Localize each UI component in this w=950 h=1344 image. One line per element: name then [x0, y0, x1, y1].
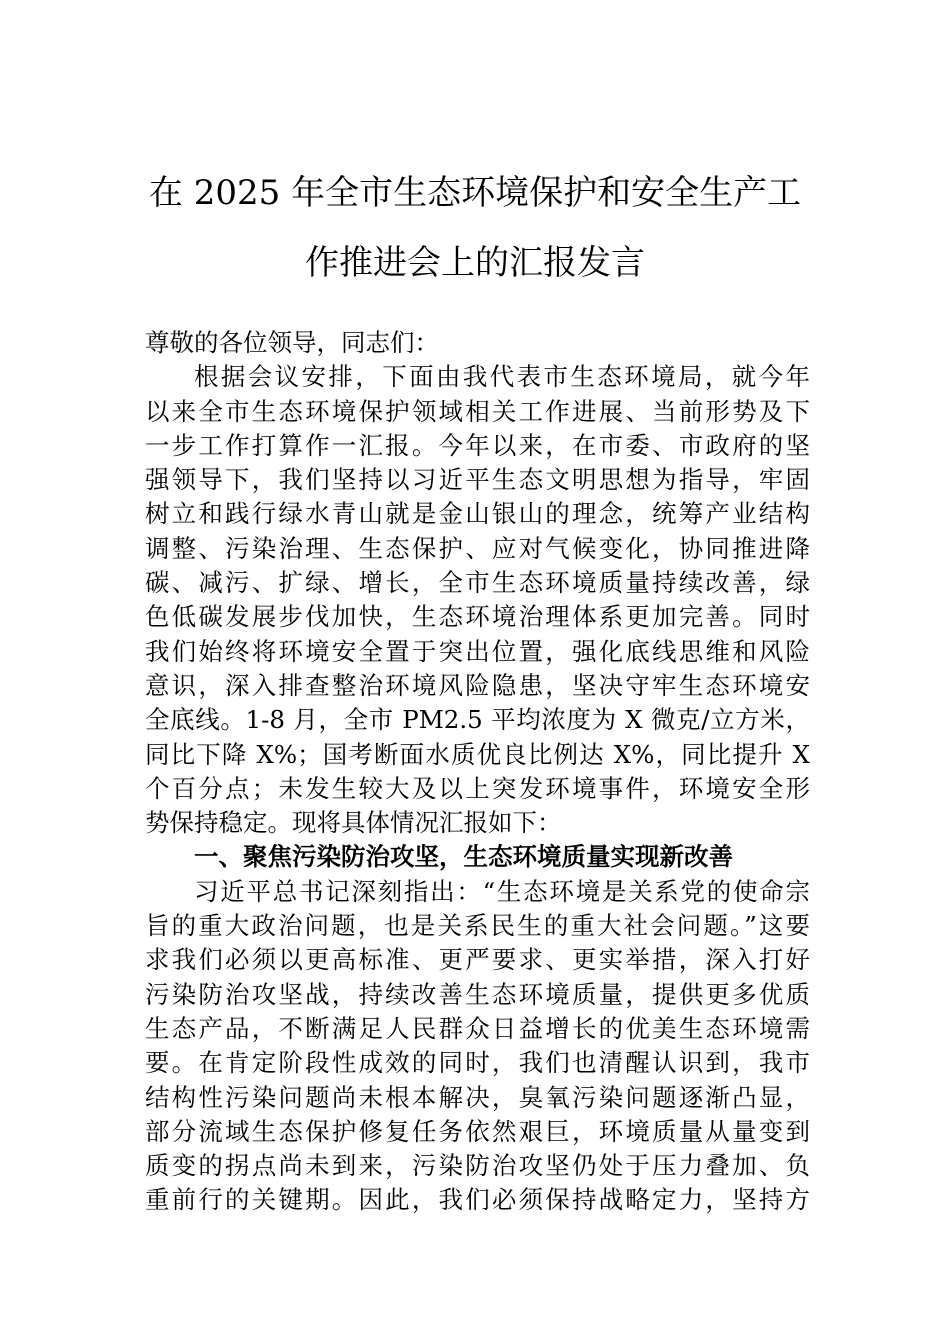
paragraph-line: 结构性污染问题尚未根本解决，臭氧污染问题逐渐凸显， — [145, 1082, 810, 1112]
paragraph-line: 部分流域生态保护修复任务依然艰巨，环境质量从量变到 — [145, 1116, 810, 1146]
document-title — [120, 158, 830, 298]
paragraph-line: 习近平总书记深刻指出：“生态环境是关系党的使命宗 — [194, 876, 810, 906]
paragraph-line: 碳、减污、扩绿、增长，全市生态环境质量持续改善，绿 — [145, 568, 810, 598]
paragraph-line: 我们始终将环境安全置于突出位置，强化底线思维和风险 — [145, 636, 810, 666]
paragraph-line: 色低碳发展步伐加快，生态环境治理体系更加完善。同时 — [145, 602, 810, 632]
paragraph-line: 调整、污染治理、生态保护、应对气候变化，协同推进降 — [145, 533, 810, 563]
paragraph-line: 要。在肯定阶段性成效的同时，我们也清醒认识到，我市 — [145, 1048, 810, 1078]
paragraph-line: 根据会议安排，下面由我代表市生态环境局，就今年 — [194, 362, 810, 392]
paragraph-line: 重前行的关键期。因此，我们必须保持战略定力，坚持方 — [145, 1185, 810, 1215]
title-line-2: 作推进会上的汇报发言 — [305, 243, 645, 283]
paragraph-1 — [145, 360, 810, 840]
paragraph-line: 求我们必须以更高标准、更严要求、更实举措，深入打好 — [145, 945, 810, 975]
paragraph-line: 全底线。1-8 月，全市 PM2.5 平均浓度为 X 微克/立方米， — [145, 705, 810, 735]
title-line-1: 在 2025 年全市生态环境保护和安全生产工 — [148, 173, 802, 213]
paragraph-line: 个百分点；未发生较大及以上突发环境事件，环境安全形 — [145, 773, 810, 803]
paragraph-line: 势保持稳定。现将具体情况汇报如下： — [145, 808, 562, 838]
section-heading-1: 一、聚焦污染防治攻坚，生态环境质量实现新改善 — [194, 842, 733, 872]
paragraph-line: 强领导下，我们坚持以习近平生态文明思想为指导，牢固 — [145, 465, 810, 495]
paragraph-line: 以来全市生态环境保护领域相关工作进展、当前形势及下 — [145, 396, 810, 426]
document-body — [145, 326, 810, 1218]
salutation: 尊敬的各位领导，同志们： — [145, 328, 439, 357]
paragraph-line: 树立和践行绿水青山就是金山银山的理念，统筹产业结构 — [145, 499, 810, 529]
paragraph-line: 质变的拐点尚未到来，污染防治攻坚仍处于压力叠加、负 — [145, 1151, 810, 1181]
paragraph-2 — [145, 875, 810, 1218]
paragraph-line: 旨的重大政治问题，也是关系民生的重大社会问题。”这要 — [145, 911, 810, 941]
paragraph-line: 污染防治攻坚战，持续改善生态环境质量，提供更多优质 — [145, 979, 810, 1009]
paragraph-line: 意识，深入排查整治环境风险隐患，坚决守牢生态环境安 — [145, 670, 810, 700]
paragraph-line: 一步工作打算作一汇报。今年以来，在市委、市政府的坚 — [145, 430, 810, 460]
paragraph-line: 同比下降 X%；国考断面水质优良比例达 X%，同比提升 X — [145, 739, 810, 769]
paragraph-line: 生态产品，不断满足人民群众日益增长的优美生态环境需 — [145, 1013, 810, 1043]
